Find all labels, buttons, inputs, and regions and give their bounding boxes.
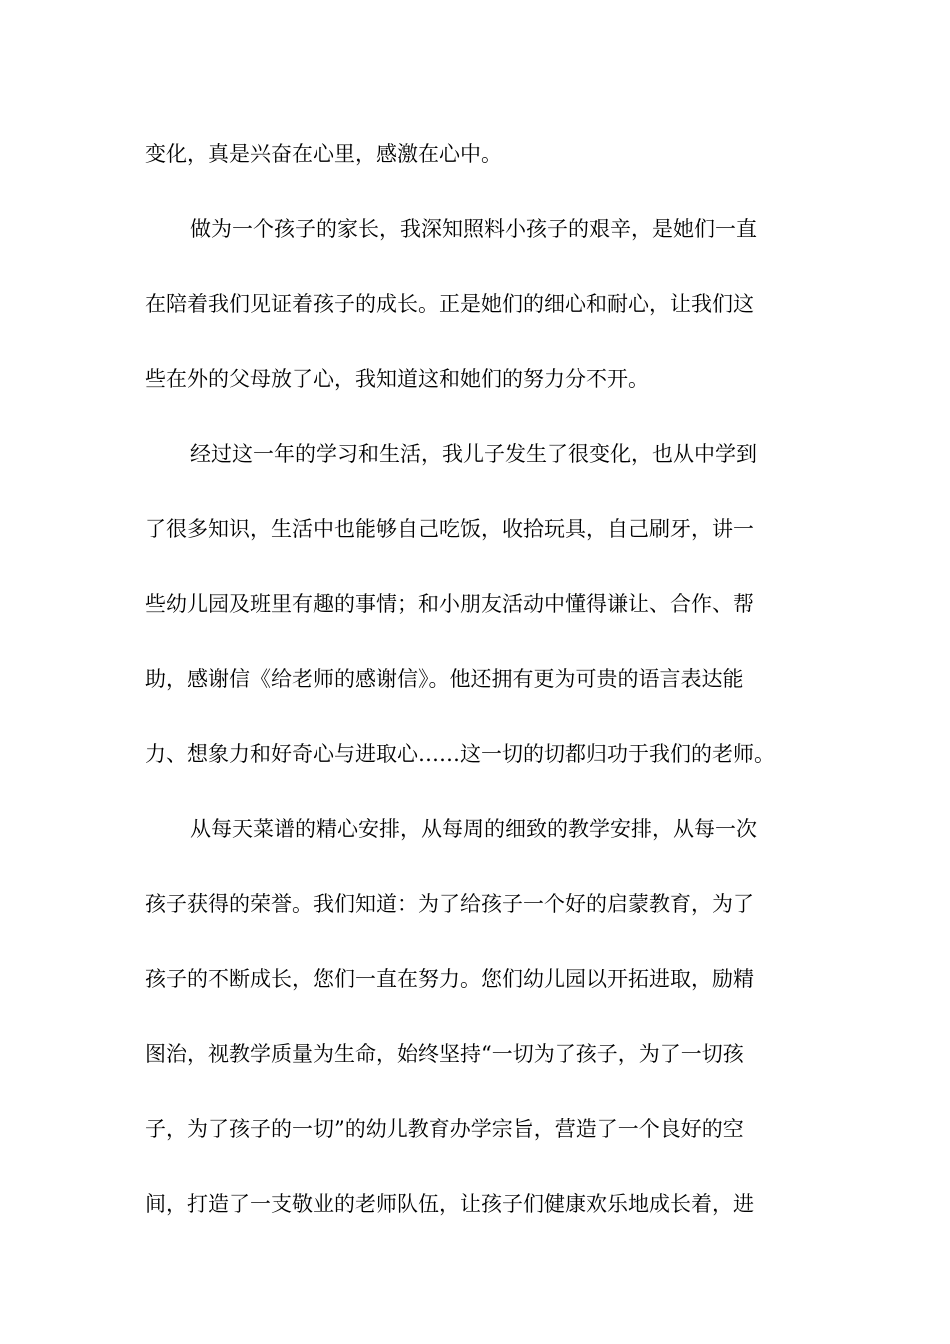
text-line: 变化，真是兴奋在心里，感激在心中。	[145, 142, 502, 166]
text-line: 助，感谢信《给老师的感谢信》。他还拥有更为可贵的语言表达能	[145, 667, 744, 691]
text-line: 些幼儿园及班里有趣的事情；和小朋友活动中懂得谦让、合作、帮	[145, 592, 754, 616]
text-line: 子，为了孩子的一切”的幼儿教育办学宗旨，营造了一个良好的空	[145, 1117, 744, 1141]
text-line: 力、想象力和好奇心与进取心……这一切的切都归功于我们的老师。	[145, 742, 775, 766]
text-line: 间，打造了一支敬业的老师队伍，让孩子们健康欢乐地成长着，进	[145, 1192, 754, 1216]
paragraph-first-line: 从每天菜谱的精心安排，从每周的细致的教学安排，从每一次	[190, 817, 757, 841]
paragraph-first-line: 经过这一年的学习和生活，我儿子发生了很变化，也从中学到	[190, 442, 757, 466]
text-line: 在陪着我们见证着孩子的成长。正是她们的细心和耐心，让我们这	[145, 292, 754, 316]
text-line: 了很多知识，生活中也能够自己吃饭，收拾玩具，自己刷牙，讲一	[145, 517, 754, 541]
text-line: 些在外的父母放了心，我知道这和她们的努力分不开。	[145, 367, 649, 391]
text-line: 孩子获得的荣誉。我们知道：为了给孩子一个好的启蒙教育，为了	[145, 892, 754, 916]
paragraph-first-line: 做为一个孩子的家长，我深知照料小孩子的艰辛，是她们一直	[190, 217, 757, 241]
text-line: 孩子的不断成长，您们一直在努力。您们幼儿园以开拓进取，励精	[145, 967, 754, 991]
text-line: 图治，视教学质量为生命，始终坚持“一切为了孩子，为了一切孩	[145, 1042, 744, 1066]
